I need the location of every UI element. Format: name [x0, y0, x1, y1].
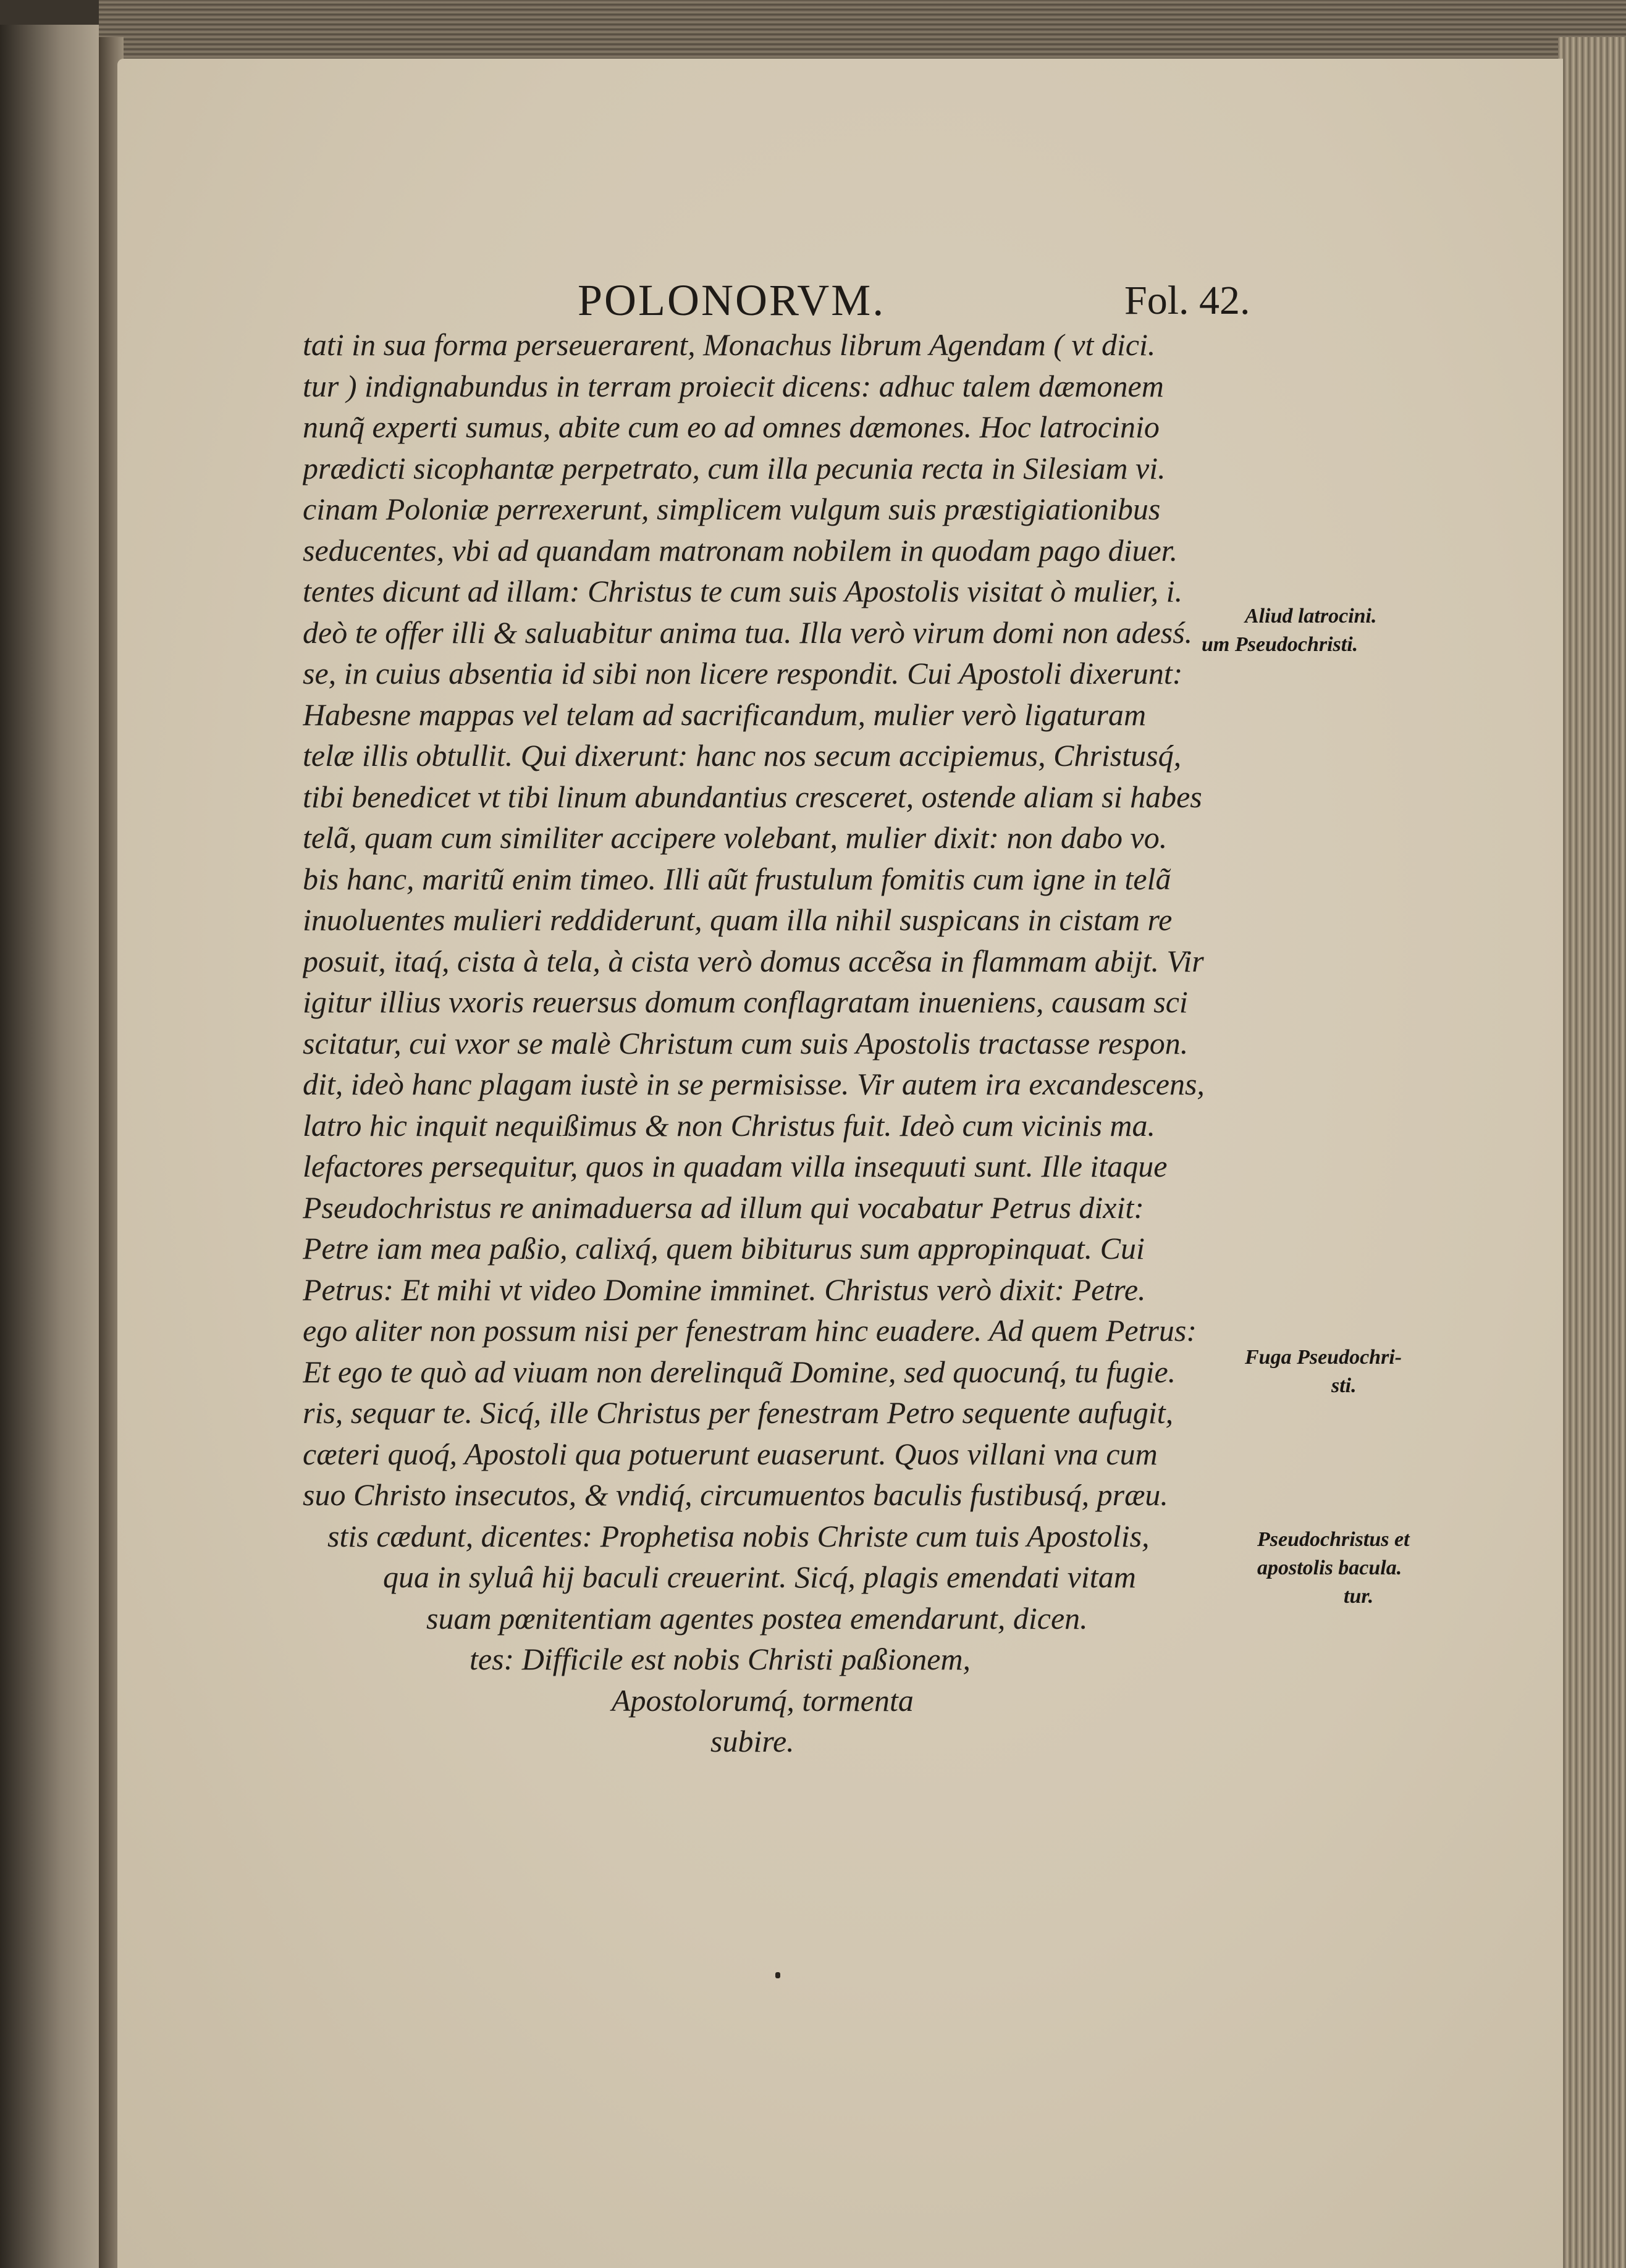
- marginal-line: apostolis bacula.: [1257, 1556, 1402, 1579]
- text-line: scitatur, cui vxor se malè Christum cum suis Apostolis tractasse respon.: [303, 1025, 1189, 1060]
- book-page: [117, 59, 1563, 2268]
- print-mark: [775, 1972, 780, 1978]
- text-line: Pseudochristus re animaduersa ad illum qui vocabatur Petrus dixit:: [303, 1190, 1144, 1225]
- folio-number: Fol. 42.: [1124, 278, 1250, 323]
- text-line: ris, sequar te. Sicq́, ille Christus per fenestram Petro sequente aufugit,: [303, 1395, 1174, 1430]
- text-line: prædicti sicophantæ perpetrato, cum illa pecunia recta in Silesiam vi.: [303, 450, 1166, 485]
- text-line: telæ illis obtullit. Qui dixerunt: hanc nos secum accipiemus, Christusq́,: [303, 738, 1182, 773]
- text-line: Habesne mappas vel telam ad sacrificandum, mulier verò ligaturam: [303, 697, 1147, 732]
- text-line: deò te offer illi & saluabitur anima tua. Illa verò virum domi non adesś.: [303, 615, 1193, 650]
- text-line: Et ego te quò ad viuam non derelinquã Domine, sed quocunq́, tu fugie.: [303, 1354, 1176, 1389]
- text-line: qua in syluâ hij baculi creuerint. Sicq́, plagis emendati vitam: [383, 1560, 1136, 1594]
- text-line: Apostolorumq́, tormenta: [612, 1682, 914, 1718]
- text-line: tati in sua forma perseuerarent, Monachus librum Agendam ( vt dici.: [303, 327, 1156, 362]
- text-line: suam pœnitentiam agentes postea emendarunt, dicen.: [426, 1600, 1088, 1636]
- text-line: telã, quam cum similiter accipere volebant, mulier dixit: non dabo vo.: [303, 820, 1168, 855]
- marginal-line: um Pseudochristi.: [1202, 633, 1359, 656]
- running-head: [117, 275, 1563, 330]
- text-line: tur ) indignabundus in terram proiecit dicens: adhuc talem dæmonem: [303, 368, 1164, 403]
- text-line: ego aliter non possum nisi per fenestram hinc euadere. Ad quem Petrus:: [303, 1313, 1197, 1348]
- text-line: seducentes, vbi ad quandam matronam nobilem in quodam pago diuer.: [303, 532, 1178, 568]
- marginal-line: Pseudochristus et: [1257, 1528, 1410, 1551]
- text-line: cæteri quoq́, Apostoli qua potuerunt euaserunt. Quos villani vna cum: [303, 1436, 1158, 1471]
- text-line: dit, ideò hanc plagam iustè in se permisisse. Vir autem ira excandescens,: [303, 1067, 1205, 1101]
- text-line: cinam Poloniæ perrexerunt, simplicem vulgum suis præstigiationibus: [303, 492, 1161, 526]
- text-line: bis hanc, maritũ enim timeo. Illi aũt frustulum fomitis cum igne in telã: [303, 861, 1171, 896]
- text-line: inuoluentes mulieri reddiderunt, quam illa nihil suspicans in cistam re: [303, 902, 1173, 937]
- text-line: se, in cuius absentia id sibi non licere respondit. Cui Apostoli dixerunt:: [303, 656, 1183, 691]
- text-line: stis cædunt, dicentes: Prophetisa nobis Christe cum tuis Apostolis,: [327, 1518, 1150, 1553]
- running-title: POLONORVM.: [578, 275, 886, 325]
- marginal-line: tur.: [1344, 1585, 1374, 1608]
- text-line: posuit, itaq́, cista à tela, à cista verò domus accẽsa in flammam abijt. Vir: [303, 943, 1204, 978]
- text-line: Petrus: Et mihi vt video Domine imminet. Christus verò dixit: Petre.: [303, 1272, 1146, 1307]
- body-text: [303, 324, 1384, 1762]
- text-line: tentes dicunt ad illam: Christus te cum suis Apostolis visitat ò mulier, i.: [303, 574, 1183, 608]
- text-line: igitur illius vxoris reuersus domum conflagratam inueniens, causam sci: [303, 985, 1188, 1019]
- text-line: suo Christo insecutos, & vndiq́, circumuentos baculis fustibusq́, præu.: [303, 1477, 1168, 1512]
- text-line: tes: Difficile est nobis Christi paßionem,: [470, 1642, 971, 1676]
- text-line: lefactores persequitur, quos in quadam villa insequuti sunt. Ille itaque: [303, 1149, 1168, 1183]
- marginal-note-3: [1257, 1526, 1554, 1611]
- text-line: latro hic inquit nequißimus & non Christus fuit. Ideò cum vicinis ma.: [303, 1107, 1156, 1143]
- text-line: tibi benedicet vt tibi linum abundantius cresceret, ostende aliam si habes: [303, 779, 1202, 814]
- marginal-line: sti.: [1331, 1374, 1357, 1397]
- marginal-note-1: [1202, 602, 1541, 659]
- marginal-note-2: [1245, 1343, 1541, 1400]
- text-line: Petre iam mea paßio, calixq́, quem bibiturus sum appropinquat. Cui: [303, 1231, 1145, 1266]
- facing-page-edge: [0, 25, 111, 2268]
- text-line: subire.: [710, 1724, 794, 1758]
- marginal-line: Aliud latrocini.: [1245, 605, 1377, 628]
- book-fore-edge: [1558, 37, 1626, 2268]
- text-line: nunq̃ experti sumus, abite cum eo ad omnes dæmones. Hoc latrocinio: [303, 410, 1160, 444]
- marginal-line: Fuga Pseudochri-: [1245, 1346, 1402, 1369]
